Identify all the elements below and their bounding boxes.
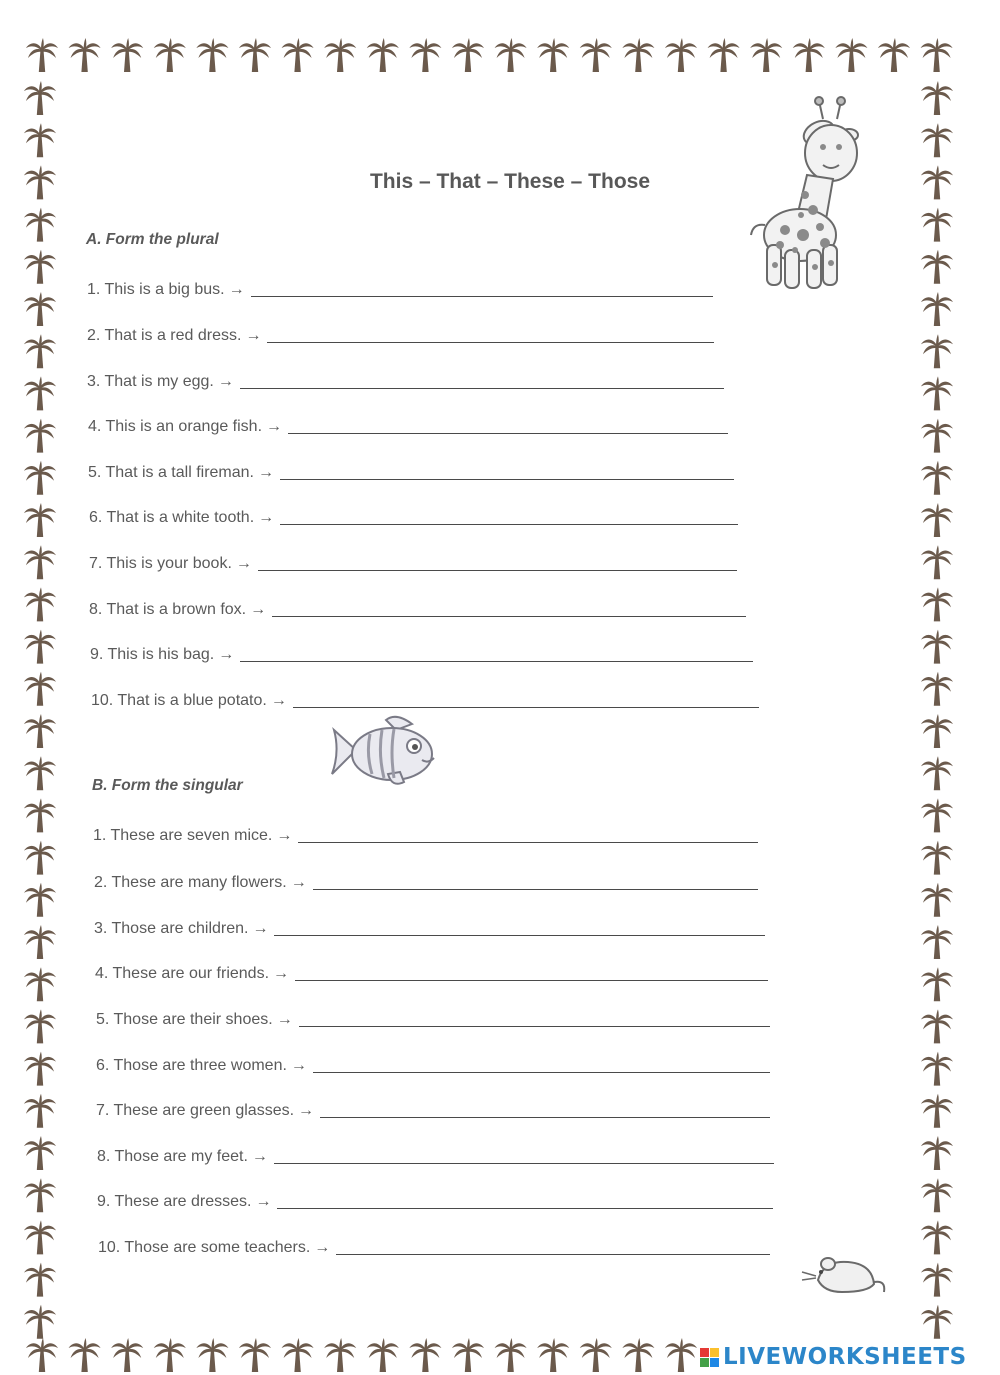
logo-block (700, 1358, 709, 1367)
palm-tree-icon (921, 1136, 953, 1170)
answer-input[interactable] (251, 278, 713, 297)
section-b-item (98, 1232, 770, 1258)
question-text: 10. That is a blue potato. (91, 692, 267, 709)
giraffe-icon (745, 95, 860, 295)
palm-tree-icon (921, 545, 953, 579)
palm-tree-icon (367, 1338, 399, 1372)
palm-tree-icon (750, 38, 782, 72)
palm-tree-icon (26, 38, 58, 72)
arrow-icon: → (245, 327, 262, 344)
palm-tree-icon (452, 38, 484, 72)
section-a-heading: A. Form the plural (86, 231, 219, 248)
section-b-item (96, 1050, 770, 1076)
question-text: 8. That is a brown fox. (89, 601, 247, 618)
question-text: 6. That is a white tooth. (89, 509, 255, 526)
arrow-icon: → (276, 1011, 293, 1028)
arrow-icon: → (255, 1193, 272, 1210)
palm-tree-icon (921, 1220, 953, 1254)
palm-tree-icon (921, 1094, 953, 1128)
question-text: 5. That is a tall fireman. (88, 464, 254, 481)
palm-tree-icon (921, 756, 953, 790)
palm-tree-icon (324, 38, 356, 72)
palm-tree-icon (24, 714, 56, 748)
question-text: 3. Those are children. (94, 920, 249, 937)
answer-input[interactable] (267, 324, 714, 343)
arrow-icon: → (273, 965, 290, 982)
page-title: This – That – These – Those (369, 170, 651, 193)
section-b-item (97, 1141, 774, 1167)
palm-tree-icon (452, 1338, 484, 1372)
section-b-item (94, 867, 758, 893)
palm-tree-icon (622, 1338, 654, 1372)
palm-tree-icon (196, 1338, 228, 1372)
answer-input[interactable] (272, 598, 746, 617)
palm-tree-icon (24, 967, 56, 1001)
palm-tree-icon (196, 38, 228, 72)
palm-tree-icon (24, 123, 56, 157)
palm-tree-icon (24, 1136, 56, 1170)
arrow-icon: → (314, 1239, 331, 1256)
palm-tree-icon (24, 1094, 56, 1128)
palm-tree-icon (921, 208, 953, 242)
palm-tree-icon (580, 38, 612, 72)
question-text: 7. This is your book. (89, 555, 232, 572)
arrow-icon: → (218, 646, 235, 663)
answer-input[interactable] (293, 689, 759, 708)
section-b-item (96, 1095, 770, 1121)
palm-tree-icon (665, 1338, 697, 1372)
arrow-icon: → (217, 373, 234, 390)
palm-tree-icon (495, 38, 527, 72)
palm-tree-icon (921, 630, 953, 664)
answer-input[interactable] (336, 1236, 770, 1255)
palm-tree-icon (24, 419, 56, 453)
palm-tree-icon (921, 883, 953, 917)
palm-tree-icon (921, 81, 953, 115)
section-a-item (88, 457, 734, 483)
arrow-icon: → (276, 827, 293, 844)
question-text: 9. This is his bag. (90, 646, 215, 663)
answer-input[interactable] (299, 1008, 770, 1027)
question-text: 8. Those are my feet. (97, 1148, 248, 1165)
answer-input[interactable] (258, 552, 737, 571)
palm-tree-icon (24, 883, 56, 917)
palm-tree-icon (921, 38, 953, 72)
question-text: 4. This is an orange fish. (88, 418, 263, 435)
section-a-item (89, 594, 746, 620)
arrow-icon: → (270, 692, 287, 709)
palm-tree-icon (24, 334, 56, 368)
question-text: 3. That is my egg. (87, 373, 214, 390)
palm-tree-icon (154, 1338, 186, 1372)
palm-tree-icon (495, 1338, 527, 1372)
logo-text: LIVEWORKSHEETS (723, 1344, 967, 1370)
palm-tree-icon (69, 38, 101, 72)
arrow-icon: → (290, 874, 307, 891)
arrow-icon: → (228, 281, 245, 298)
question-text: 5. Those are their shoes. (96, 1011, 273, 1028)
section-b-item (97, 1186, 773, 1212)
arrow-icon: → (251, 1148, 268, 1165)
palm-tree-icon (26, 1338, 58, 1372)
arrow-icon: → (250, 601, 267, 618)
logo-block (700, 1348, 709, 1357)
answer-input[interactable] (313, 1054, 770, 1073)
palm-tree-icon (921, 714, 953, 748)
palm-tree-icon (24, 672, 56, 706)
answer-input[interactable] (288, 415, 728, 434)
palm-tree-icon (24, 503, 56, 537)
answer-input[interactable] (280, 461, 734, 480)
arrow-icon: → (298, 1102, 315, 1119)
palm-tree-icon (24, 1178, 56, 1212)
arrow-icon: → (258, 509, 275, 526)
answer-input[interactable] (298, 824, 758, 843)
palm-tree-icon (111, 38, 143, 72)
palm-tree-icon (239, 38, 271, 72)
arrow-icon: → (266, 418, 283, 435)
fish-icon (326, 712, 441, 792)
palm-tree-icon (24, 292, 56, 326)
palm-tree-icon (793, 38, 825, 72)
logo-block (710, 1348, 719, 1357)
palm-tree-icon (409, 1338, 441, 1372)
logo-block (710, 1358, 719, 1367)
palm-tree-icon (921, 376, 953, 410)
palm-tree-icon (324, 1338, 356, 1372)
section-a-item (87, 274, 713, 300)
palm-tree-icon (24, 208, 56, 242)
palm-tree-icon (24, 1220, 56, 1254)
answer-input[interactable] (240, 643, 753, 662)
palm-tree-icon (921, 967, 953, 1001)
palm-tree-icon (24, 545, 56, 579)
section-a-item (87, 366, 724, 392)
palm-tree-icon (921, 250, 953, 284)
palm-tree-icon (154, 38, 186, 72)
palm-tree-icon (24, 461, 56, 495)
palm-tree-icon (878, 38, 910, 72)
answer-input[interactable] (313, 871, 758, 890)
palm-tree-icon (282, 38, 314, 72)
logo-blocks-icon (700, 1348, 719, 1367)
palm-tree-icon (580, 1338, 612, 1372)
palm-tree-icon (921, 587, 953, 621)
section-b-item (93, 820, 758, 846)
palm-tree-icon (921, 503, 953, 537)
palm-tree-icon (708, 38, 740, 72)
mouse-icon (798, 1250, 890, 1300)
section-a-item (87, 320, 714, 346)
arrow-icon: → (258, 464, 274, 481)
palm-tree-icon (24, 756, 56, 790)
answer-input[interactable] (274, 1145, 774, 1164)
palm-tree-icon (24, 841, 56, 875)
palm-tree-icon (24, 1009, 56, 1043)
palm-tree-icon (921, 419, 953, 453)
section-a-item (89, 548, 737, 574)
palm-tree-icon (24, 630, 56, 664)
palm-tree-icon (921, 798, 953, 832)
palm-tree-icon (921, 1263, 953, 1297)
question-text: 9. These are dresses. (97, 1193, 252, 1210)
palm-tree-icon (24, 798, 56, 832)
palm-tree-icon (24, 250, 56, 284)
palm-tree-icon (921, 672, 953, 706)
palm-tree-icon (537, 38, 569, 72)
palm-tree-icon (239, 1338, 271, 1372)
answer-input[interactable] (295, 962, 768, 981)
palm-tree-icon (69, 1338, 101, 1372)
answer-input[interactable] (280, 506, 738, 525)
question-text: 1. These are seven mice. (93, 827, 273, 844)
section-a-item (90, 639, 753, 665)
palm-tree-icon (367, 38, 399, 72)
palm-tree-icon (921, 123, 953, 157)
palm-tree-icon (921, 841, 953, 875)
palm-tree-icon (24, 1052, 56, 1086)
question-text: 4. These are our friends. (95, 965, 270, 982)
palm-tree-icon (835, 38, 867, 72)
palm-tree-icon (921, 334, 953, 368)
palm-tree-icon (24, 376, 56, 410)
answer-input[interactable] (320, 1099, 770, 1118)
arrow-icon: → (290, 1057, 307, 1074)
palm-tree-icon (921, 925, 953, 959)
section-b-item (96, 1004, 770, 1030)
palm-tree-icon (921, 1052, 953, 1086)
section-b-heading: B. Form the singular (92, 777, 243, 794)
palm-tree-icon (921, 461, 953, 495)
palm-tree-icon (921, 292, 953, 326)
palm-tree-icon (111, 1338, 143, 1372)
palm-tree-icon (282, 1338, 314, 1372)
palm-tree-icon (24, 1305, 56, 1339)
section-a-item (89, 502, 738, 528)
palm-tree-icon (409, 38, 441, 72)
section-a-item (91, 685, 759, 711)
arrow-icon: → (235, 555, 252, 572)
arrow-icon: → (252, 920, 269, 937)
palm-tree-icon (622, 38, 654, 72)
liveworksheets-logo (700, 1340, 967, 1374)
palm-tree-icon (921, 1009, 953, 1043)
answer-input[interactable] (277, 1190, 773, 1209)
question-text: 2. That is a red dress. (87, 327, 242, 344)
section-b-item (95, 958, 768, 984)
question-text: 1. This is a big bus. (87, 281, 225, 298)
section-b-item (94, 913, 765, 939)
palm-tree-icon (24, 587, 56, 621)
answer-input[interactable] (274, 917, 765, 936)
palm-tree-icon (24, 1263, 56, 1297)
palm-tree-icon (921, 1178, 953, 1212)
answer-input[interactable] (240, 370, 724, 389)
palm-tree-icon (24, 925, 56, 959)
palm-tree-icon (921, 1305, 953, 1339)
palm-tree-icon (537, 1338, 569, 1372)
question-text: 7. These are green glasses. (96, 1102, 295, 1119)
question-text: 10. Those are some teachers. (98, 1239, 311, 1256)
palm-tree-icon (665, 38, 697, 72)
question-text: 6. Those are three women. (96, 1057, 287, 1074)
section-a-item (88, 411, 728, 437)
question-text: 2. These are many flowers. (94, 874, 287, 891)
palm-tree-icon (24, 81, 56, 115)
